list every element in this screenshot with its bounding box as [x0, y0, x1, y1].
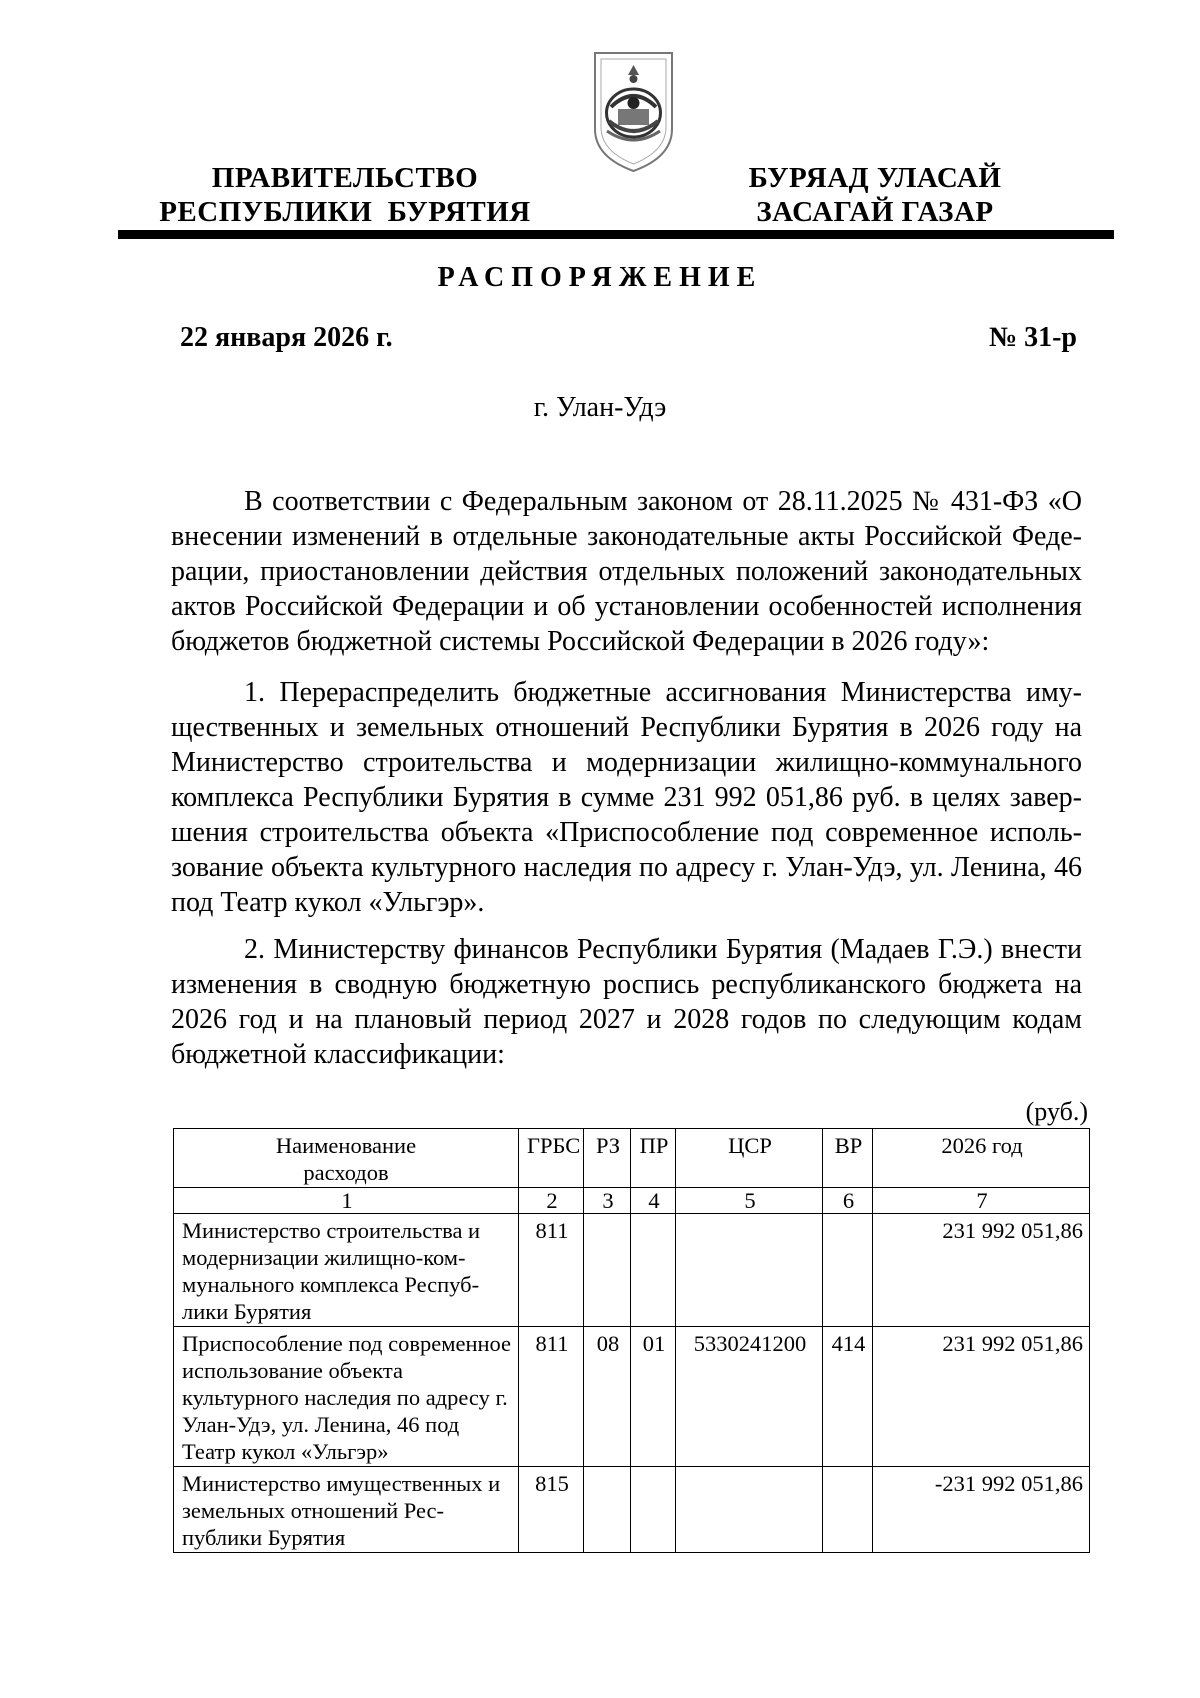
row-vr — [823, 1467, 873, 1553]
row-rz: 08 — [584, 1327, 631, 1467]
item-2-paragraph: 2. Министерству финансов Республики Бурятия (Мадаев Г.Э.) внести изменения в сводную бюджетную роспись республиканского бюджета на 2026 год и на плановый период 2027 и 2028 годов по следующим кодам бюджетной классификации: — [171, 934, 1082, 1070]
header-divider — [118, 230, 1114, 239]
header-rz: РЗ — [584, 1129, 631, 1188]
document-city: г. Улан-Удэ — [533, 392, 667, 423]
header-vr: ВР — [823, 1129, 873, 1188]
row-amount: -231 992 051,86 — [873, 1467, 1090, 1553]
index-cell: 5 — [676, 1188, 823, 1214]
row-vr — [823, 1214, 873, 1327]
row-csr — [676, 1467, 823, 1553]
item-1-paragraph: 1. Перераспределить бюджетные ассигнования Министерства имущественных и земельных отношений Республики Бурятия в 2026 году на Министерство строительства и модернизации жилищно-коммунального комплекса Республики Бурятия в сумме 231 992 051,86 руб. в целях завершения строительства объекта «Приспособление под современное использование объекта культурного наследия по адресу г. Улан-Удэ, ул. Ленина, 46 под Театр кукол «Ульгэр». — [171, 677, 1082, 918]
header-grbs: ГРБС — [519, 1129, 584, 1188]
index-cell: 6 — [823, 1188, 873, 1214]
row-name: Министерство строительства и модернизации жилищно-коммунального комплекса Республики Бурятия — [174, 1214, 519, 1327]
row-vr: 414 — [823, 1327, 873, 1467]
government-name-bua-line2: ЗАСАГАЙ ГАЗАР — [756, 196, 994, 228]
row-grbs: 811 — [519, 1214, 584, 1327]
table-index-row — [174, 1188, 1090, 1214]
government-name-bua-line1: БУРЯАД УЛАСАЙ — [748, 162, 1002, 194]
table-unit: (руб.) — [1025, 1097, 1088, 1126]
government-name-ru — [155, 161, 535, 229]
row-name: Министерство имущественных и земельных отношений Республики Бурятия — [174, 1467, 519, 1553]
header-pr: ПР — [631, 1129, 676, 1188]
row-csr — [676, 1214, 823, 1327]
row-grbs: 811 — [519, 1327, 584, 1467]
preamble-paragraph: В соответствии с Федеральным законом от 28.11.2025 № 431-ФЗ «О внесении изменений в отдельные законодательные акты Российской Федерации, приостановлении действия отдельных положений законодательных актов Российской Федерации и об установлении особенностей исполнения бюджетов бюджетной системы Российской Федерации в 2026 году»: — [171, 486, 1082, 657]
row-amount: 231 992 051,86 — [873, 1327, 1090, 1467]
index-cell: 4 — [631, 1188, 676, 1214]
government-name-ru-line2: РЕСПУБЛИКИ БУРЯТИЯ — [159, 196, 531, 228]
row-amount: 231 992 051,86 — [873, 1214, 1090, 1327]
document-number: № 31-р — [988, 322, 1077, 353]
row-rz — [584, 1214, 631, 1327]
index-cell: 2 — [519, 1188, 584, 1214]
index-cell: 7 — [873, 1188, 1090, 1214]
government-name-bua — [720, 161, 1030, 229]
document-type: РАСПОРЯЖЕНИЕ — [437, 262, 763, 293]
document-date: 22 января 2026 г. — [180, 322, 393, 353]
row-csr: 5330241200 — [676, 1327, 823, 1467]
header-csr: ЦСР — [676, 1129, 823, 1188]
row-grbs: 815 — [519, 1467, 584, 1553]
budget-table — [173, 1128, 1090, 1553]
row-pr — [631, 1467, 676, 1553]
coat-of-arms-icon — [587, 45, 680, 175]
table-row — [174, 1467, 1090, 1553]
index-cell: 3 — [584, 1188, 631, 1214]
index-cell: 1 — [174, 1188, 519, 1214]
table-row — [174, 1327, 1090, 1467]
government-name-ru-line1: ПРАВИТЕЛЬСТВО — [211, 162, 479, 194]
row-rz — [584, 1467, 631, 1553]
row-pr — [631, 1214, 676, 1327]
row-pr: 01 — [631, 1327, 676, 1467]
header-year: 2026 год — [873, 1129, 1090, 1188]
row-name: Приспособление под современное использование объекта культурного наследия по адресу г. Улан-Удэ, ул. Ленина, 46 под Театр кукол «Ульгэр» — [174, 1327, 519, 1467]
table-row — [174, 1214, 1090, 1327]
header-name: Наименование расходов — [174, 1129, 519, 1188]
table-header-row — [174, 1129, 1090, 1188]
